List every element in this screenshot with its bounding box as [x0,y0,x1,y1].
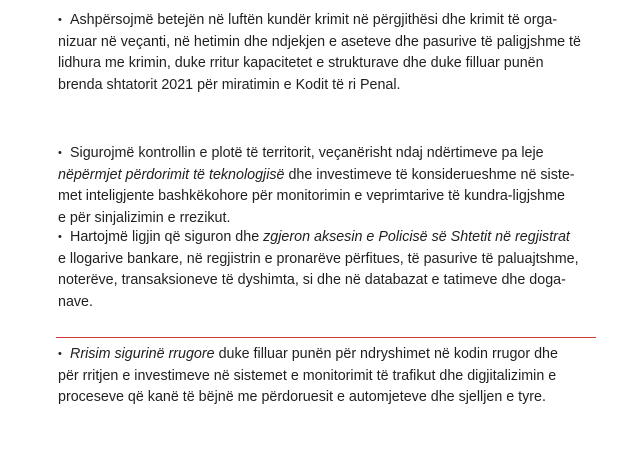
text-run: për rritjen e investimeve në sistemet e monitorimit të trafikut dhe digjitalizimin e [58,367,557,384]
bullet-line [58,292,598,314]
bullet-dot-icon: • [58,147,62,159]
bullet-line [58,186,598,208]
bullet-line [58,366,598,388]
text-run: e për sinjalizimin e rrezikut. [58,209,231,226]
bullet-dot-icon: • [58,14,62,26]
text-run: duke filluar punën për ndryshimet në kodin rrugor dhe [214,346,558,362]
text-run: brenda shtatorit 2021 për miratimin e Kodit të ri Penal. [58,76,401,93]
text-run: nave. [58,293,93,310]
text-run: Ashpërsojmë betejën në luftën kundër krimit në përgjithësi dhe krimit të orga- [70,12,558,28]
text-run: proceseve që kanë të bëjnë me përdoruesit e automjeteve dhe sjelljen e tyre. [58,389,546,405]
italic-text-run: Rrisim sigurinë rrugore [70,346,215,362]
bullet-item-fight-crime [58,10,598,96]
italic-text-run: zgjeron aksesin e Policisë së Shtetit në regjistrat [263,229,570,245]
text-run: Sigurojmë kontrollin e plotë të territorit, veçanërisht ndaj ndërtimeve pa leje [70,145,544,161]
text-run: met inteligjente bashkëkohore për monitorimin e veprimtarive të kundra-ligjshme [58,188,565,204]
bullet-line [58,270,598,292]
bullet-item-police-access-law [58,227,598,313]
bullet-item-road-safety [58,344,598,409]
bullet-line [58,75,598,97]
bullet-line [58,387,598,409]
text-run: noterëve, transaksioneve të dyshimta, si dhe në databazat e tatimeve dhe doga- [58,272,566,288]
bullet-line [58,249,598,271]
bullet-dot-icon: • [58,231,62,243]
section-divider [56,337,596,338]
bullet-line [58,10,598,32]
text-run: Hartojmë ligjin që siguron dhe [70,229,264,245]
text-run: nizuar në veçanti, në hetimin dhe ndjekjen e aseteve dhe pasurive të paligjshme të [58,33,581,50]
bullet-line [58,32,598,54]
bullet-line [58,53,598,75]
bullet-dot-icon: • [58,348,62,360]
italic-text-run: nëpërmjet përdorimit të teknologjisë [58,166,285,183]
text-run: lidhura me krimin, duke rritur kapacitetet e strukturave dhe duke filluar punën [58,55,544,71]
bullet-line [58,208,598,230]
bullet-item-territory-control [58,143,598,229]
text-run: e llogarive bankare, në regjistrin e pronarëve përfitues, të pasurive të paluajtshme, [58,250,579,267]
bullet-line [58,165,598,187]
bullet-line [58,227,598,249]
text-run: dhe investimeve të konsiderueshme në siste- [284,166,575,183]
bullet-line [58,143,598,165]
bullet-line [58,344,598,366]
